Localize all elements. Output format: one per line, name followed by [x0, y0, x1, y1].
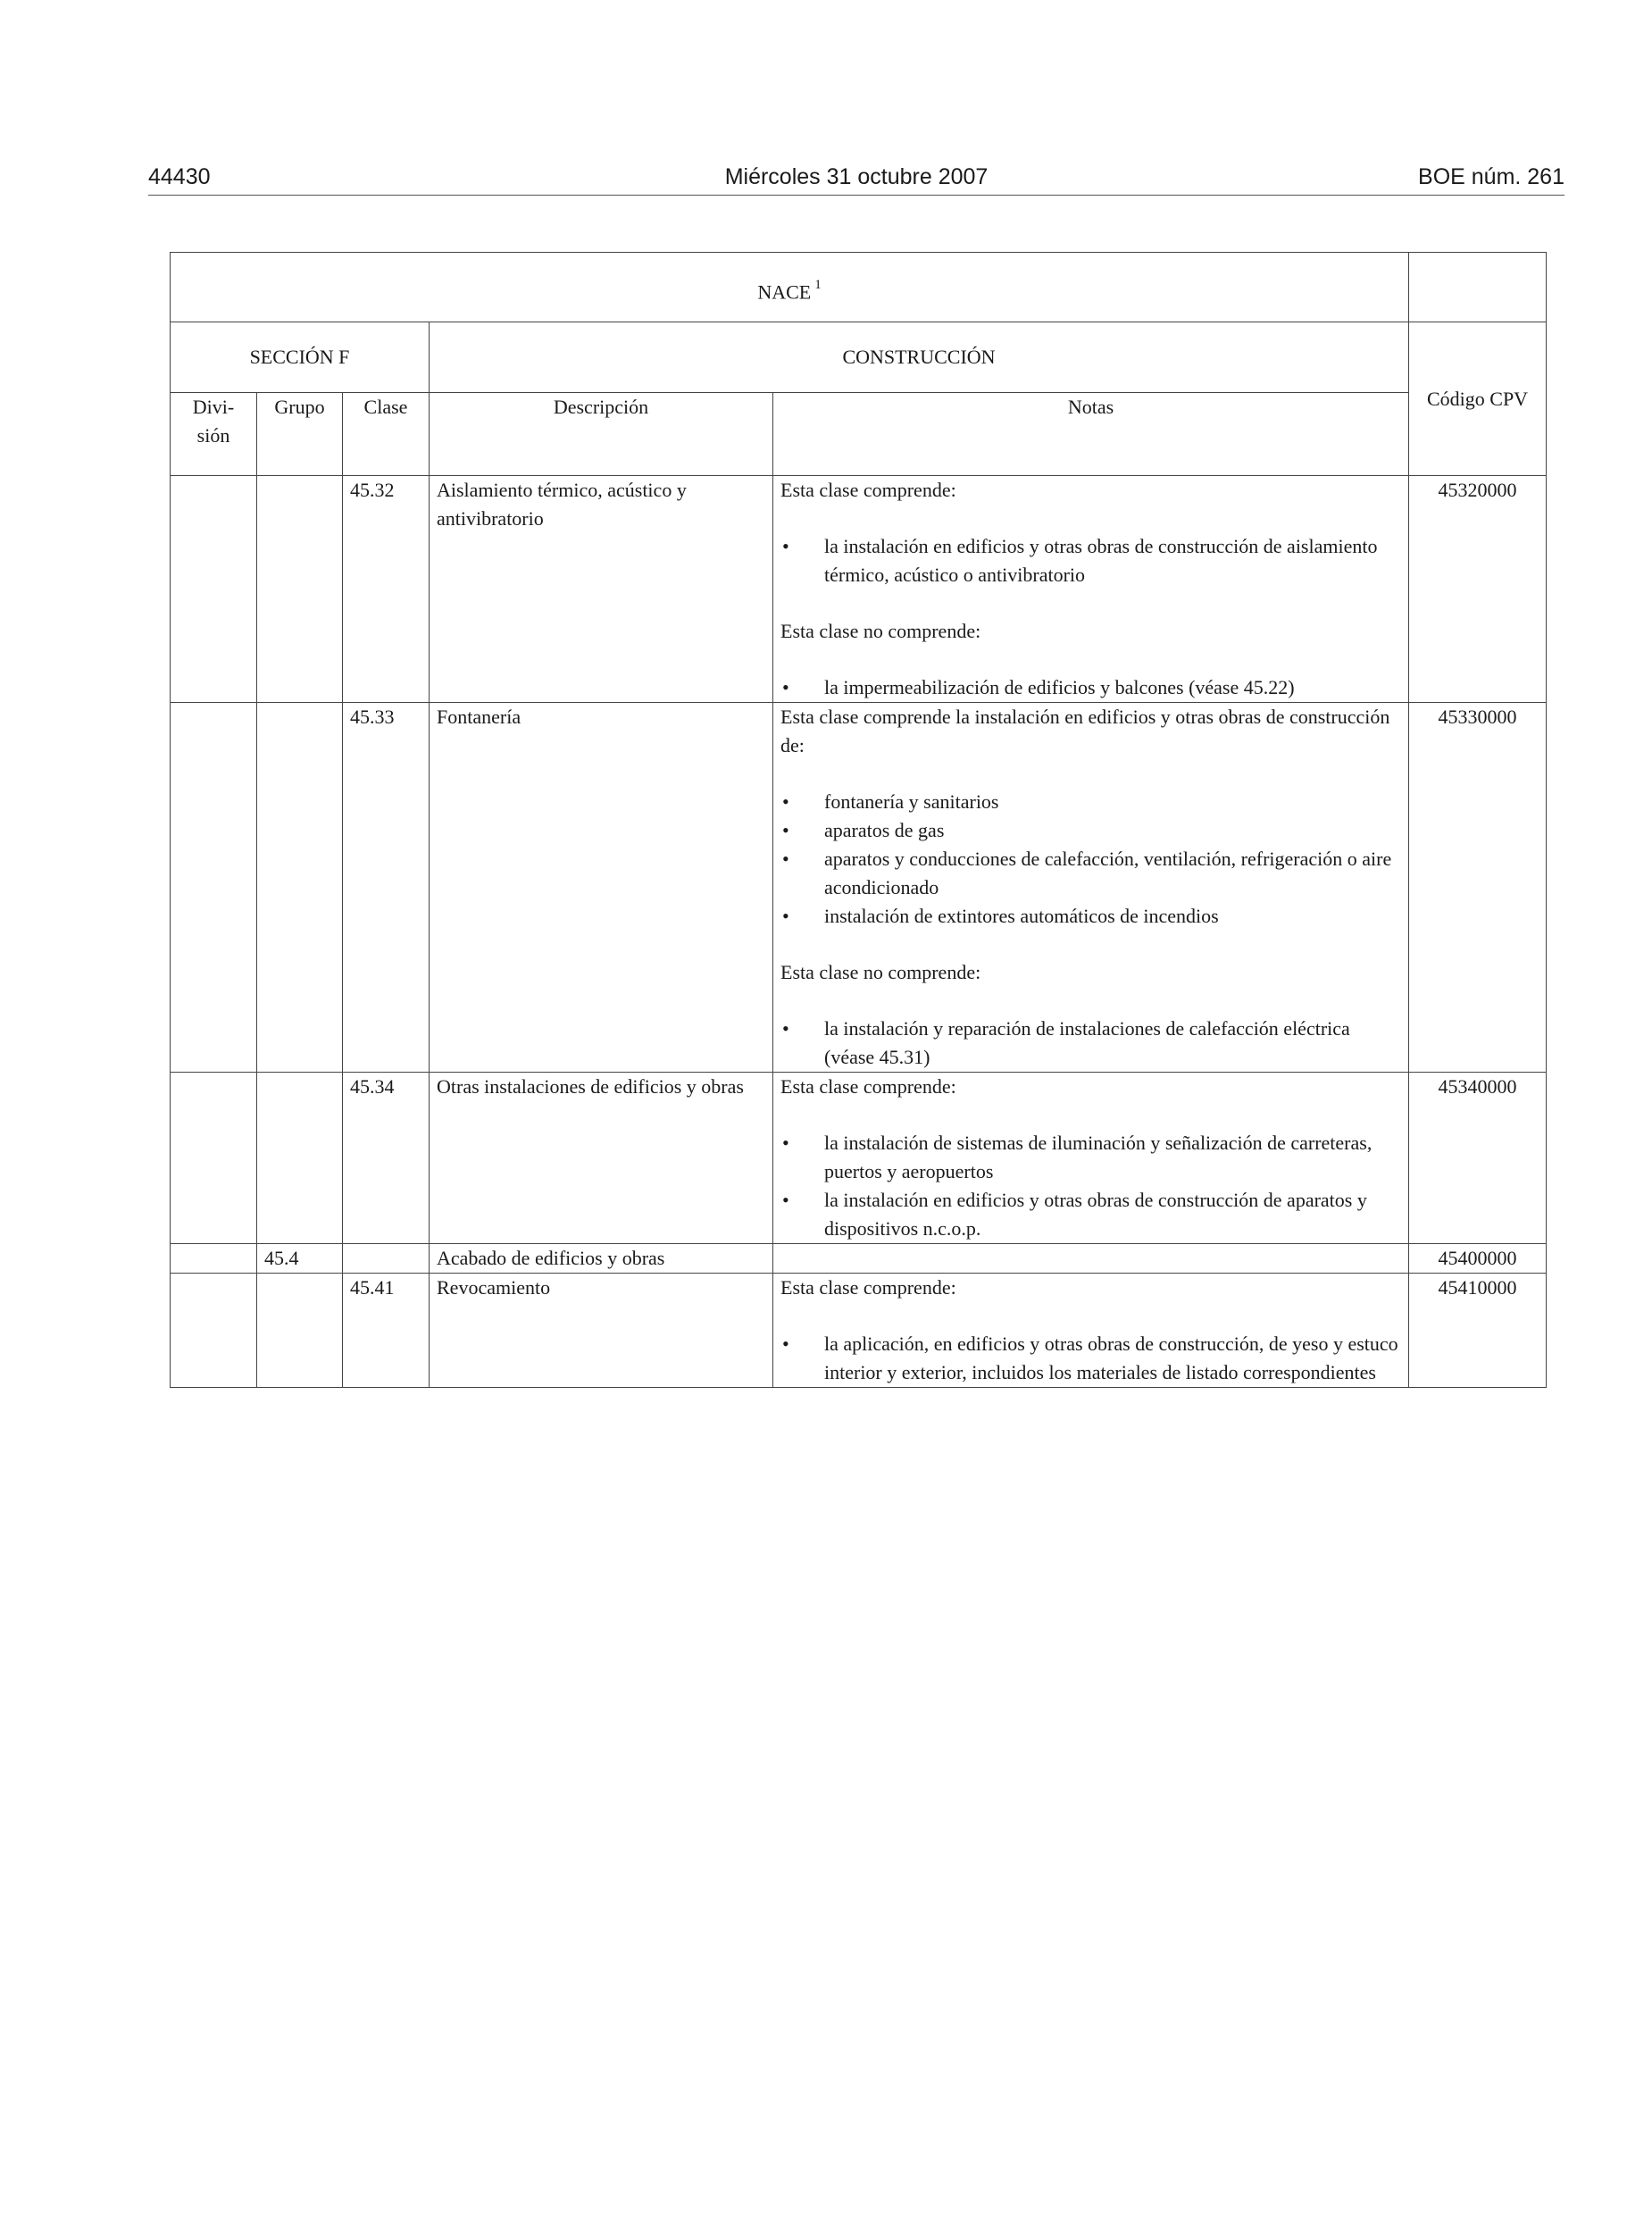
notas-cell [773, 476, 1409, 703]
column-header-clase: Clase [343, 393, 430, 476]
list-item: • fontanería y sanitarios [780, 788, 1401, 816]
column-header-row [171, 393, 1547, 476]
cpv-header: Código CPV [1426, 387, 1529, 410]
division-cell [171, 476, 257, 703]
excludes-list [780, 673, 1401, 702]
cpv-code-cell: 45320000 [1409, 476, 1547, 703]
notas-cell [773, 703, 1409, 1073]
list-item: • instalación de extintores automáticos de incendios [780, 902, 1401, 931]
notes-intro: Esta clase comprende: [780, 1075, 956, 1098]
division-cell [171, 1274, 257, 1388]
column-header-division: Divi- sión [171, 393, 257, 476]
section-label: SECCIÓN F [249, 346, 350, 368]
notas-cell [773, 1073, 1409, 1244]
clase-cell [343, 1244, 430, 1274]
nace-header-row [171, 253, 1547, 322]
page-header [148, 163, 1564, 196]
division-cell [171, 1244, 257, 1274]
grupo-cell [257, 1073, 343, 1244]
cpv-code-cell: 45400000 [1409, 1244, 1547, 1274]
division-cell [171, 703, 257, 1073]
table-row [171, 1244, 1547, 1274]
notes-intro: Esta clase comprende: [780, 479, 956, 501]
nace-classification-table [170, 252, 1547, 1388]
nace-title: NACE [757, 280, 812, 304]
clase-cell: 45.32 [343, 476, 430, 703]
section-name-cell [430, 322, 1409, 393]
list-item: • la impermeabilización de edificios y balcones (véase 45.22) [780, 673, 1401, 702]
table-row [171, 703, 1547, 1073]
column-header-notas: Notas [773, 393, 1409, 476]
clase-cell: 45.33 [343, 703, 430, 1073]
notes-intro: Esta clase comprende la instalación en edificios y otras obras de construcción de: [780, 706, 1390, 756]
cpv-code-cell: 45410000 [1409, 1274, 1547, 1388]
table-row [171, 1274, 1547, 1388]
journal-issue: BOE núm. 261 [1418, 164, 1564, 189]
page-number: 44430 [148, 164, 211, 189]
notas-cell [773, 1274, 1409, 1388]
descripcion-cell: Acabado de edificios y obras [430, 1244, 773, 1274]
descripcion-cell: Revocamiento [430, 1274, 773, 1388]
descripcion-cell: Fontanería [430, 703, 773, 1073]
excludes-intro: Esta clase no comprende: [780, 961, 981, 983]
list-item: • la instalación en edificios y otras obras de construcción de aislamiento térmico, acústico o antivibratorio [780, 532, 1401, 589]
descripcion-cell: Aislamiento térmico, acústico y antivibratorio [430, 476, 773, 703]
table-row [171, 476, 1547, 703]
list-item: • la instalación de sistemas de iluminación y señalización de carreteras, puertos y aeropuertos [780, 1129, 1401, 1186]
section-label-cell [171, 322, 430, 393]
descripcion-cell: Otras instalaciones de edificios y obras [430, 1073, 773, 1244]
grupo-cell: 45.4 [257, 1244, 343, 1274]
grupo-cell [257, 703, 343, 1073]
list-item: • aparatos y conducciones de calefacción, ventilación, refrigeración o aire acondicionado [780, 845, 1401, 902]
table-row [171, 1073, 1547, 1244]
excludes-intro: Esta clase no comprende: [780, 620, 981, 642]
cpv-code-cell: 45330000 [1409, 703, 1547, 1073]
includes-list [780, 788, 1401, 931]
section-header-row [171, 322, 1547, 393]
excludes-list [780, 1015, 1401, 1072]
notas-cell [773, 1244, 1409, 1274]
includes-list [780, 1330, 1401, 1387]
nace-footnote-marker: 1 [814, 277, 822, 292]
clase-cell: 45.41 [343, 1274, 430, 1388]
column-header-descripcion: Descripción [430, 393, 773, 476]
cpv-header-cell [1409, 322, 1547, 476]
list-item: • la aplicación, en edificios y otras obras de construcción, de yeso y estuco interior y exterior, incluidos los materiales de listado correspondientes [780, 1330, 1401, 1387]
division-cell [171, 1073, 257, 1244]
includes-list [780, 532, 1401, 589]
grupo-cell [257, 476, 343, 703]
publication-date: Miércoles 31 octubre 2007 [724, 164, 989, 189]
includes-list [780, 1129, 1401, 1243]
cpv-code-cell: 45340000 [1409, 1073, 1547, 1244]
clase-cell: 45.34 [343, 1073, 430, 1244]
grupo-cell [257, 1274, 343, 1388]
section-name: CONSTRUCCIÓN [842, 346, 996, 368]
list-item: • aparatos de gas [780, 816, 1401, 845]
notes-intro: Esta clase comprende: [780, 1276, 956, 1299]
list-item: • la instalación en edificios y otras obras de construcción de aparatos y dispositivos n.c.o.p. [780, 1186, 1401, 1243]
nace-header-empty-cell [1409, 253, 1547, 322]
column-header-grupo: Grupo [257, 393, 343, 476]
list-item: • la instalación y reparación de instalaciones de calefacción eléctrica (véase 45.31) [780, 1015, 1401, 1072]
nace-title-cell [171, 253, 1409, 322]
